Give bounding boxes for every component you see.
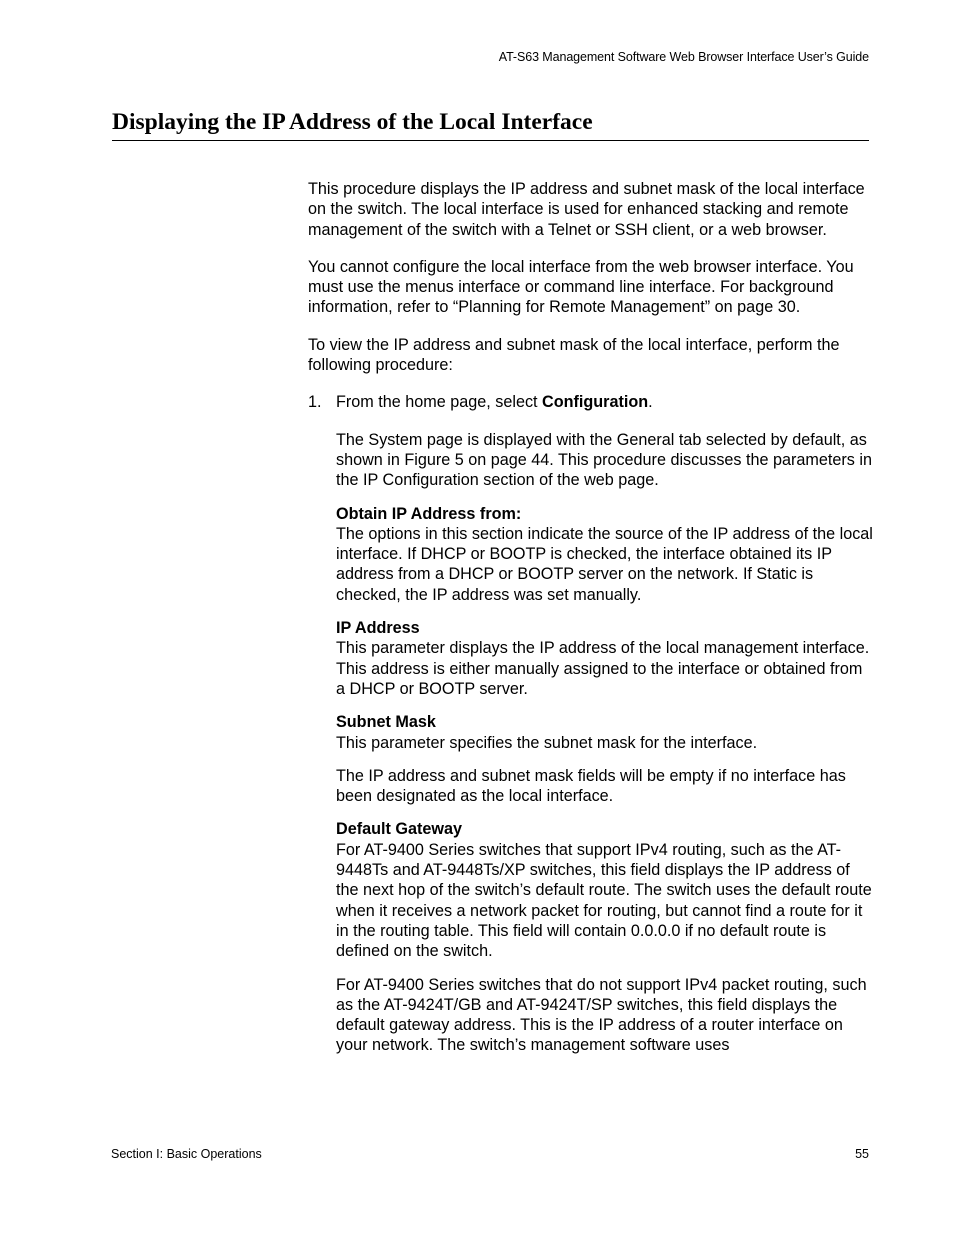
procedure-step-1 [308, 392, 873, 412]
param-name: Default Gateway [336, 820, 462, 839]
step-text-suffix: . [648, 393, 653, 412]
step-details [308, 430, 873, 1056]
running-header: AT-S63 Management Software Web Browser Interface User’s Guide [498, 50, 869, 64]
intro-paragraph: This procedure displays the IP address and subnet mask of the local interface on the switch. The local interface is used for enhanced stacking and remote management of the switch with a Telnet or SSH client, or a web browser. [308, 180, 865, 239]
gateway-note: For AT-9400 Series switches that do not support IPv4 packet routing, such as the AT-9424T/GB and AT-9424T/SP switches, this field displays the default gateway address. This is the IP address of a router interface on your network. The switch’s management software uses [336, 975, 867, 1055]
step-menu-name: Configuration [542, 393, 649, 412]
step-description: The System page is displayed with the General tab selected by default, as shown in Figure 5 on page 44. This procedure discusses the parameters in the IP Configuration section of the web page. [336, 430, 872, 490]
param-obtain-ip [336, 504, 873, 605]
param-description: This parameter displays the IP address of the local management interface. This address is either manually assigned to the interface or obtained from a DHCP or BOOTP server. [336, 639, 870, 698]
param-name: Subnet Mask [336, 713, 436, 732]
step-number: 1. [308, 393, 322, 412]
section-title: Displaying the IP Address of the Local Interface [112, 107, 869, 141]
param-subnet-mask [336, 712, 873, 753]
param-ip-address [336, 618, 873, 699]
intro-paragraph: To view the IP address and subnet mask of the local interface, perform the following procedure: [308, 335, 840, 375]
step-text-prefix: From the home page, select [336, 393, 543, 412]
intro-paragraph: You cannot configure the local interface from the web browser interface. You must use the menus interface or command line interface. For background information, refer to “Planning for Remote Management” on page 30. [308, 257, 854, 317]
param-description: For AT-9400 Series switches that support IPv4 routing, such as the AT-9448Ts and AT-9448Ts/XP switches, this field displays the IP address of the next hop of the switch’s default route. The switch uses the default route when it receives a network packet for routing, but cannot find a route for it in the routing table. This field will contain 0.0.0.0 if no default route is defined on the switch. [336, 840, 872, 961]
empty-fields-note: The IP address and subnet mask fields will be empty if no interface has been designated as the local interface. [336, 766, 846, 806]
footer-section-label: Section I: Basic Operations [111, 1147, 262, 1161]
param-name: Obtain IP Address from: [336, 504, 522, 523]
param-description: The options in this section indicate the source of the IP address of the local interface. If DHCP or BOOTP is checked, the interface obtained its IP address from a DHCP or BOOTP server on the network. If Static is checked, the IP address was set manually. [336, 524, 873, 604]
param-name: IP Address [336, 619, 420, 638]
param-description: This parameter specifies the subnet mask for the interface. [336, 733, 758, 752]
body-column [308, 179, 873, 1069]
param-default-gateway [336, 819, 873, 961]
footer-page-number: 55 [855, 1147, 869, 1161]
